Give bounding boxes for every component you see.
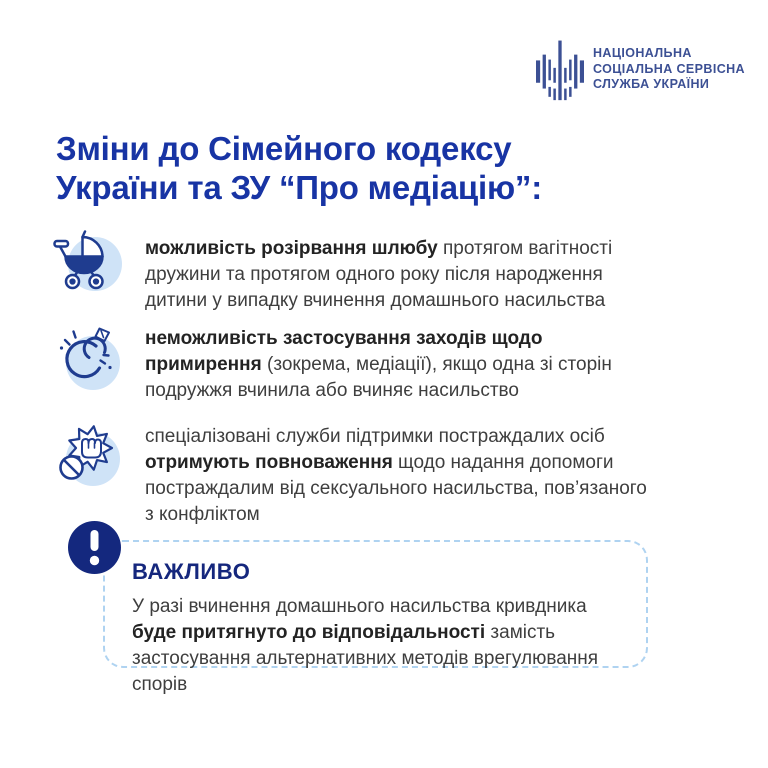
- bullet-text: неможливість застосування заходів щодо примирення (зокрема, медіації), якщо одна зі сторін подружжя вчинила або вчиняє насильство: [145, 328, 612, 401]
- important-callout: [103, 540, 648, 695]
- broken-ring-icon: [52, 320, 122, 390]
- important-heading: ВАЖЛИВО: [132, 559, 251, 584]
- no-violence-fist-icon: [52, 418, 122, 488]
- exclamation-icon: [67, 520, 122, 575]
- org-logo: [536, 40, 745, 104]
- page-title: [56, 129, 542, 207]
- bullet-text: можливість розірвання шлюбу протягом вагітності дружини та протягом одного року після народження дитини у випадку вчинення домашнього насильства: [145, 238, 613, 311]
- org-name-line: СЛУЖБА УКРАЇНИ: [593, 77, 710, 91]
- org-name-line: НАЦІОНАЛЬНА: [593, 46, 692, 60]
- baby-stroller-icon: [52, 228, 122, 298]
- trident-bars-icon: [536, 40, 584, 104]
- bullet-text: спеціалізовані служби підтримки постраждалих осіб отримують повноваження щодо надання допомоги постраждалим від сексуального насильства, пов’язаного з конфліктом: [145, 426, 647, 525]
- org-name-line: СОЦІАЛЬНА СЕРВІСНА: [593, 61, 745, 76]
- title-line-1: Зміни до Сімейного кодексу: [56, 130, 512, 167]
- title-line-2: України та ЗУ “Про медіацію”:: [56, 169, 543, 206]
- important-text: У разі вчинення домашнього насильства кривдника буде притягнуто до відповідальності замість застосування альтернативних методів врегулювання спорів: [132, 596, 599, 695]
- org-name: [593, 40, 745, 93]
